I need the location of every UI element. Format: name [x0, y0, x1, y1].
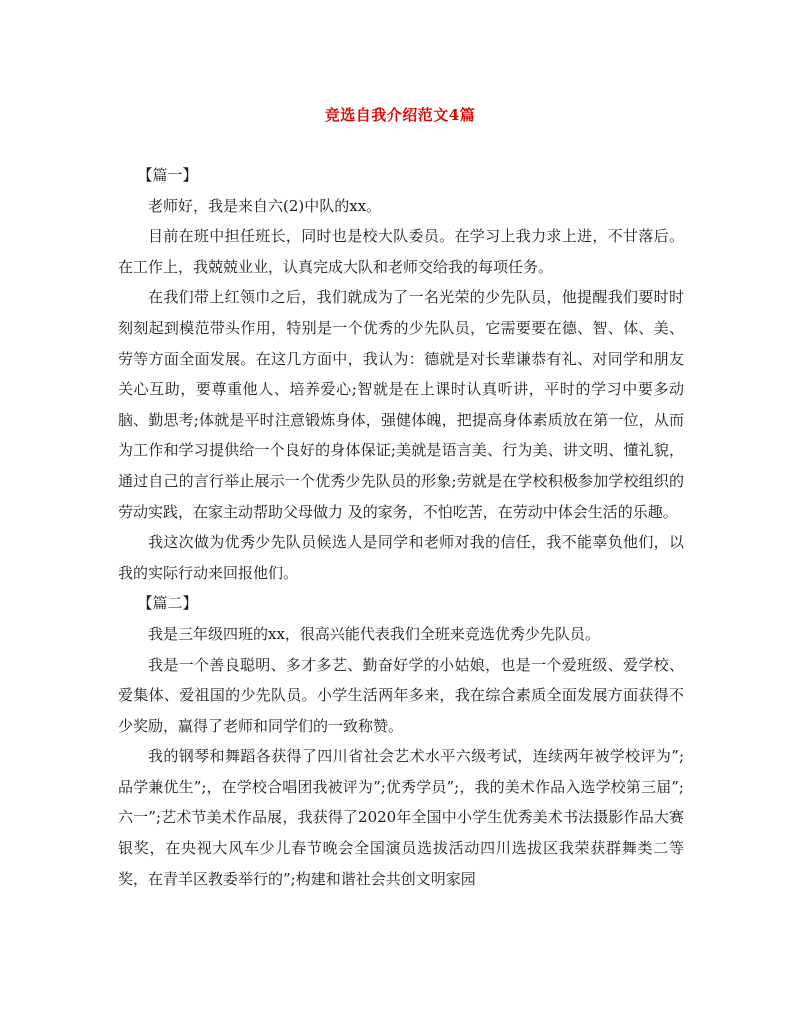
section-heading: 【篇二】: [137, 594, 198, 613]
document-body: [118, 160, 684, 894]
paragraph: 在我们带上红领巾之后，我们就成为了一名光荣的少先队员，他提醒我们要时时刻刻起到模范带头作用，特别是一个优秀的少先队员，它需要要在德、智、体、美、劳等方面全面发展。在这几方面中，我认为：德就是对长辈谦恭有礼、对同学和朋友关心互助，要尊重他人、培养爱心;智就是在上课时认真听讲，平时的学习中要多动脑、勤思考;体就是平时注意锻炼身体，强健体魄，把提高身体素质放在第一位，从而为工作和学习提供给一个良好的身体保证;美就是语言美、行为美、讲文明、懂礼貌，通过自己的言行举止展示一个优秀少先队员的形象;劳就是在学校积极参加学校组织的劳动实践，在家主动帮助父母做力 及的家务，不怕吃苦，在劳动中体会生活的乐趣。: [118, 288, 684, 521]
section-heading: 【篇一】: [137, 166, 198, 184]
paragraph: 老师好，我是来自六(2)中队的xx。: [148, 196, 382, 215]
paragraph: 目前在班中担任班长，同时也是校大队委员。在学习上我力求上进，不甘落后。在工作上，我兢兢业业，认真完成大队和老师交给我的每项任务。: [118, 227, 684, 276]
paragraph: 我的钢琴和舞蹈各获得了四川省社会艺术水平六级考试，连续两年被学校评为”;品学兼优生”;，在学校合唱团我被评为”;优秀学员”;，我的美术作品入选学校第三届”;六一”;艺术节美术作品展，我获得了2020年全国中小学生优秀美术书法摄影作品大赛银奖，在央视大风车少儿春节晚会全国演员选拔活动四川选拔区我荣获群舞类二等奖，在青羊区教委举行的”;构建和谐社会共创文明家园: [118, 747, 684, 888]
paragraph: 我是一个善良聪明、多才多艺、勤奋好学的小姑娘，也是一个爱班级、爱学校、爱集体、爱祖国的少先队员。小学生活两年多来，我在综合素质全面发展方面获得不少奖励，赢得了老师和同学们的一致称赞。: [118, 655, 684, 735]
paragraph: 我这次做为优秀少先队员候选人是同学和老师对我的信任，我不能辜负他们，以我的实际行动来回报他们。: [118, 533, 684, 582]
document-title: 竞选自我介绍范文4篇: [324, 106, 476, 124]
paragraph: 我是三年级四班的xx，很高兴能代表我们全班来竞选优秀少先队员。: [148, 624, 600, 643]
